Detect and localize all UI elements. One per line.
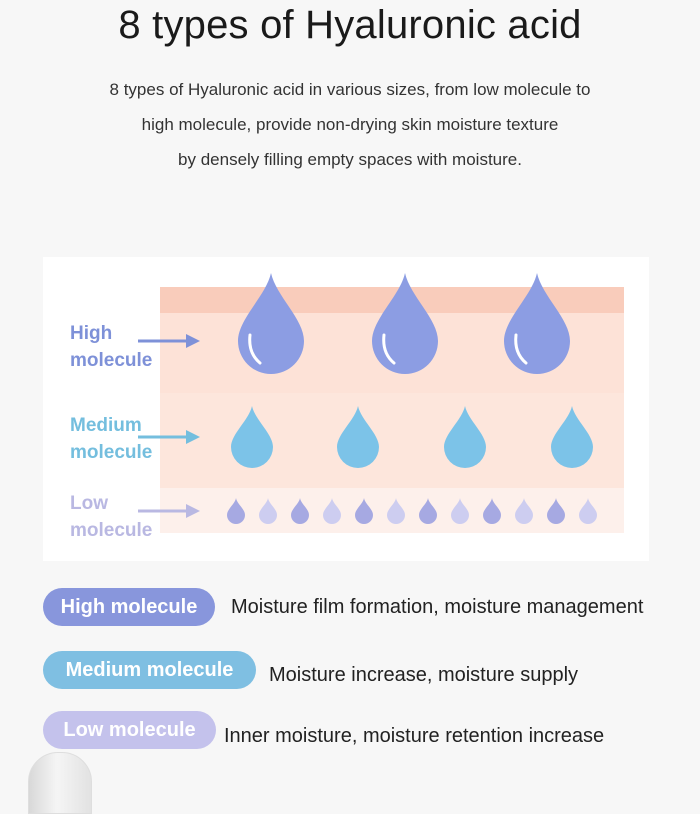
medium-label-line-2: molecule bbox=[70, 442, 153, 463]
small-drop-icon bbox=[291, 498, 309, 524]
small-drop-icon bbox=[323, 498, 341, 524]
water-drop-icon bbox=[230, 405, 274, 469]
small-drop-icon bbox=[547, 498, 565, 524]
description-line-2: high molecule, provide non-drying skin moisture texture bbox=[141, 115, 559, 134]
small-drop-icon bbox=[483, 498, 501, 524]
product-bottle-cap bbox=[28, 752, 92, 814]
small-drop-icon bbox=[227, 498, 245, 524]
low-molecule-badge: Low molecule bbox=[43, 711, 216, 749]
low-label-line-1: Low bbox=[70, 493, 108, 514]
small-drop-icon bbox=[515, 498, 533, 524]
low-molecule-description: Inner moisture, moisture retention increase bbox=[224, 725, 605, 747]
water-drop-icon bbox=[550, 405, 594, 469]
molecule-diagram bbox=[43, 257, 649, 561]
water-drop-icon bbox=[370, 271, 440, 375]
small-drop-icon bbox=[419, 498, 437, 524]
water-drop-icon bbox=[443, 405, 487, 469]
water-drop-icon bbox=[236, 271, 306, 375]
medium-label-line-1: Medium bbox=[70, 415, 142, 436]
low-arrow-icon bbox=[138, 503, 200, 519]
medium-arrow-icon bbox=[138, 429, 200, 445]
medium-molecule-description: Moisture increase, moisture supply bbox=[269, 664, 579, 686]
high-molecule-description: Moisture film formation, moisture management bbox=[231, 596, 644, 618]
small-drop-icon bbox=[259, 498, 277, 524]
high-label-line-1: High bbox=[70, 323, 113, 344]
medium-molecule-badge: Medium molecule bbox=[43, 651, 256, 689]
high-label-line-2: molecule bbox=[70, 350, 153, 371]
high-molecule-badge: High molecule bbox=[43, 588, 215, 626]
small-drop-icon bbox=[579, 498, 597, 524]
description-line-3: by densely filling empty spaces with moisture. bbox=[178, 150, 522, 169]
description-line-1: 8 types of Hyaluronic acid in various sizes, from low molecule to bbox=[109, 80, 591, 99]
high-arrow-icon bbox=[138, 333, 200, 349]
low-label-line-2: molecule bbox=[70, 520, 153, 541]
water-drop-icon bbox=[502, 271, 572, 375]
water-drop-icon bbox=[336, 405, 380, 469]
small-drop-icon bbox=[387, 498, 405, 524]
small-drop-icon bbox=[451, 498, 469, 524]
page-title: 8 types of Hyaluronic acid bbox=[118, 3, 582, 47]
small-drop-icon bbox=[355, 498, 373, 524]
